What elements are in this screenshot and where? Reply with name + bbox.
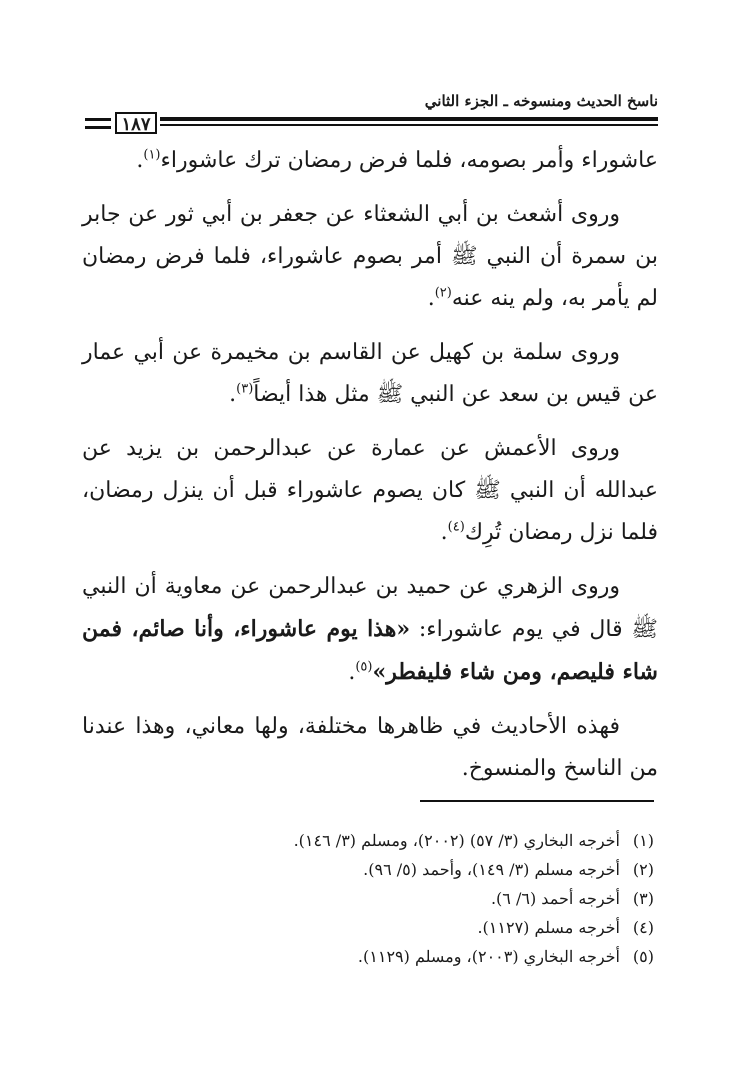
footnote-text: أخرجه مسلم (١١٢٧). — [477, 918, 620, 937]
page-number: ١٨٧ — [115, 112, 157, 134]
main-text — [82, 140, 658, 802]
header-ornament-bar — [85, 126, 111, 129]
paragraph — [82, 332, 658, 416]
paragraph-end: . — [136, 148, 144, 173]
footnote-separator — [420, 800, 654, 802]
paragraph-text: وروى سلمة بن كهيل عن القاسم بن مخيمرة عن أبي عمار عن قيس بن سعد عن النبي ﷺ مثل هذا أيضاً — [82, 340, 658, 407]
footnote-ref: (١) — [143, 147, 161, 163]
footnote-text: أخرجه مسلم (٣/ ١٤٩)، وأحمد (٥/ ٩٦). — [363, 860, 620, 879]
footnote-text: أخرجه أحمد (٦/ ٦). — [490, 889, 620, 908]
footnote-ref: (٣) — [236, 381, 254, 397]
footnote-text: أخرجه البخاري (٣/ ٥٧) (٢٠٠٢)، ومسلم (٣/ ١٤٦). — [293, 831, 620, 850]
paragraph — [82, 140, 658, 182]
footnote-number: (١) — [632, 831, 654, 850]
footnote-number: (٤) — [632, 918, 654, 937]
paragraph — [82, 194, 658, 320]
paragraph-text: عاشوراء وأمر بصومه، فلما فرض رمضان ترك عاشوراء — [160, 148, 658, 173]
paragraph — [82, 566, 658, 694]
paragraph-end: . — [229, 382, 237, 407]
paragraph-end: . — [427, 286, 435, 311]
footnote — [100, 913, 654, 942]
hadith-quote: «هذا يوم عاشوراء، وأنا صائم، فمن شاء فليصم، ومن شاء فليفطر» — [82, 616, 658, 685]
paragraph — [82, 706, 658, 790]
footnote-number: (٢) — [632, 860, 654, 879]
paragraph-text: فهذه الأحاديث في ظاهرها مختلفة، ولها معاني، وهذا عندنا من الناسخ والمنسوخ. — [82, 714, 658, 781]
footnotes — [100, 826, 654, 971]
footnote — [100, 855, 654, 884]
paragraph-end: . — [440, 520, 448, 545]
paragraph-text: وروى الزهري عن حميد بن عبدالرحمن عن معاوية أن النبي ﷺ قال في يوم عاشوراء: — [82, 574, 658, 642]
footnote-number: (٣) — [632, 889, 654, 908]
paragraph-text: وروى الأعمش عن عمارة عن عبدالرحمن بن يزيد عن عبدالله أن النبي ﷺ كان يصوم عاشوراء قبل أن ينزل رمضان، فلما نزل رمضان تُرِك — [82, 436, 658, 545]
footnote-ref: (٤) — [447, 519, 465, 535]
paragraph-end: . — [348, 660, 356, 685]
footnote-text: أخرجه البخاري (٢٠٠٣)، ومسلم (١١٢٩). — [357, 947, 620, 966]
footnote-number: (٥) — [632, 947, 654, 966]
running-title: ناسخ الحديث ومنسوخه ـ الجزء الثاني — [424, 92, 658, 110]
footnote-ref: (٢) — [434, 285, 452, 301]
header-ornament-bar — [85, 118, 111, 121]
paragraph — [82, 428, 658, 554]
paragraph-text: وروى أشعث بن أبي الشعثاء عن جعفر بن أبي ثور عن جابر بن سمرة أن النبي ﷺ أمر بصوم عاشوراء، فلما فرض رمضان لم يأمر به، ولم ينه عنه — [82, 202, 658, 311]
header-rule — [160, 117, 658, 127]
footnote-ref: (٥) — [355, 659, 373, 675]
footnote — [100, 942, 654, 971]
footnote — [100, 884, 654, 913]
footnote — [100, 826, 654, 855]
